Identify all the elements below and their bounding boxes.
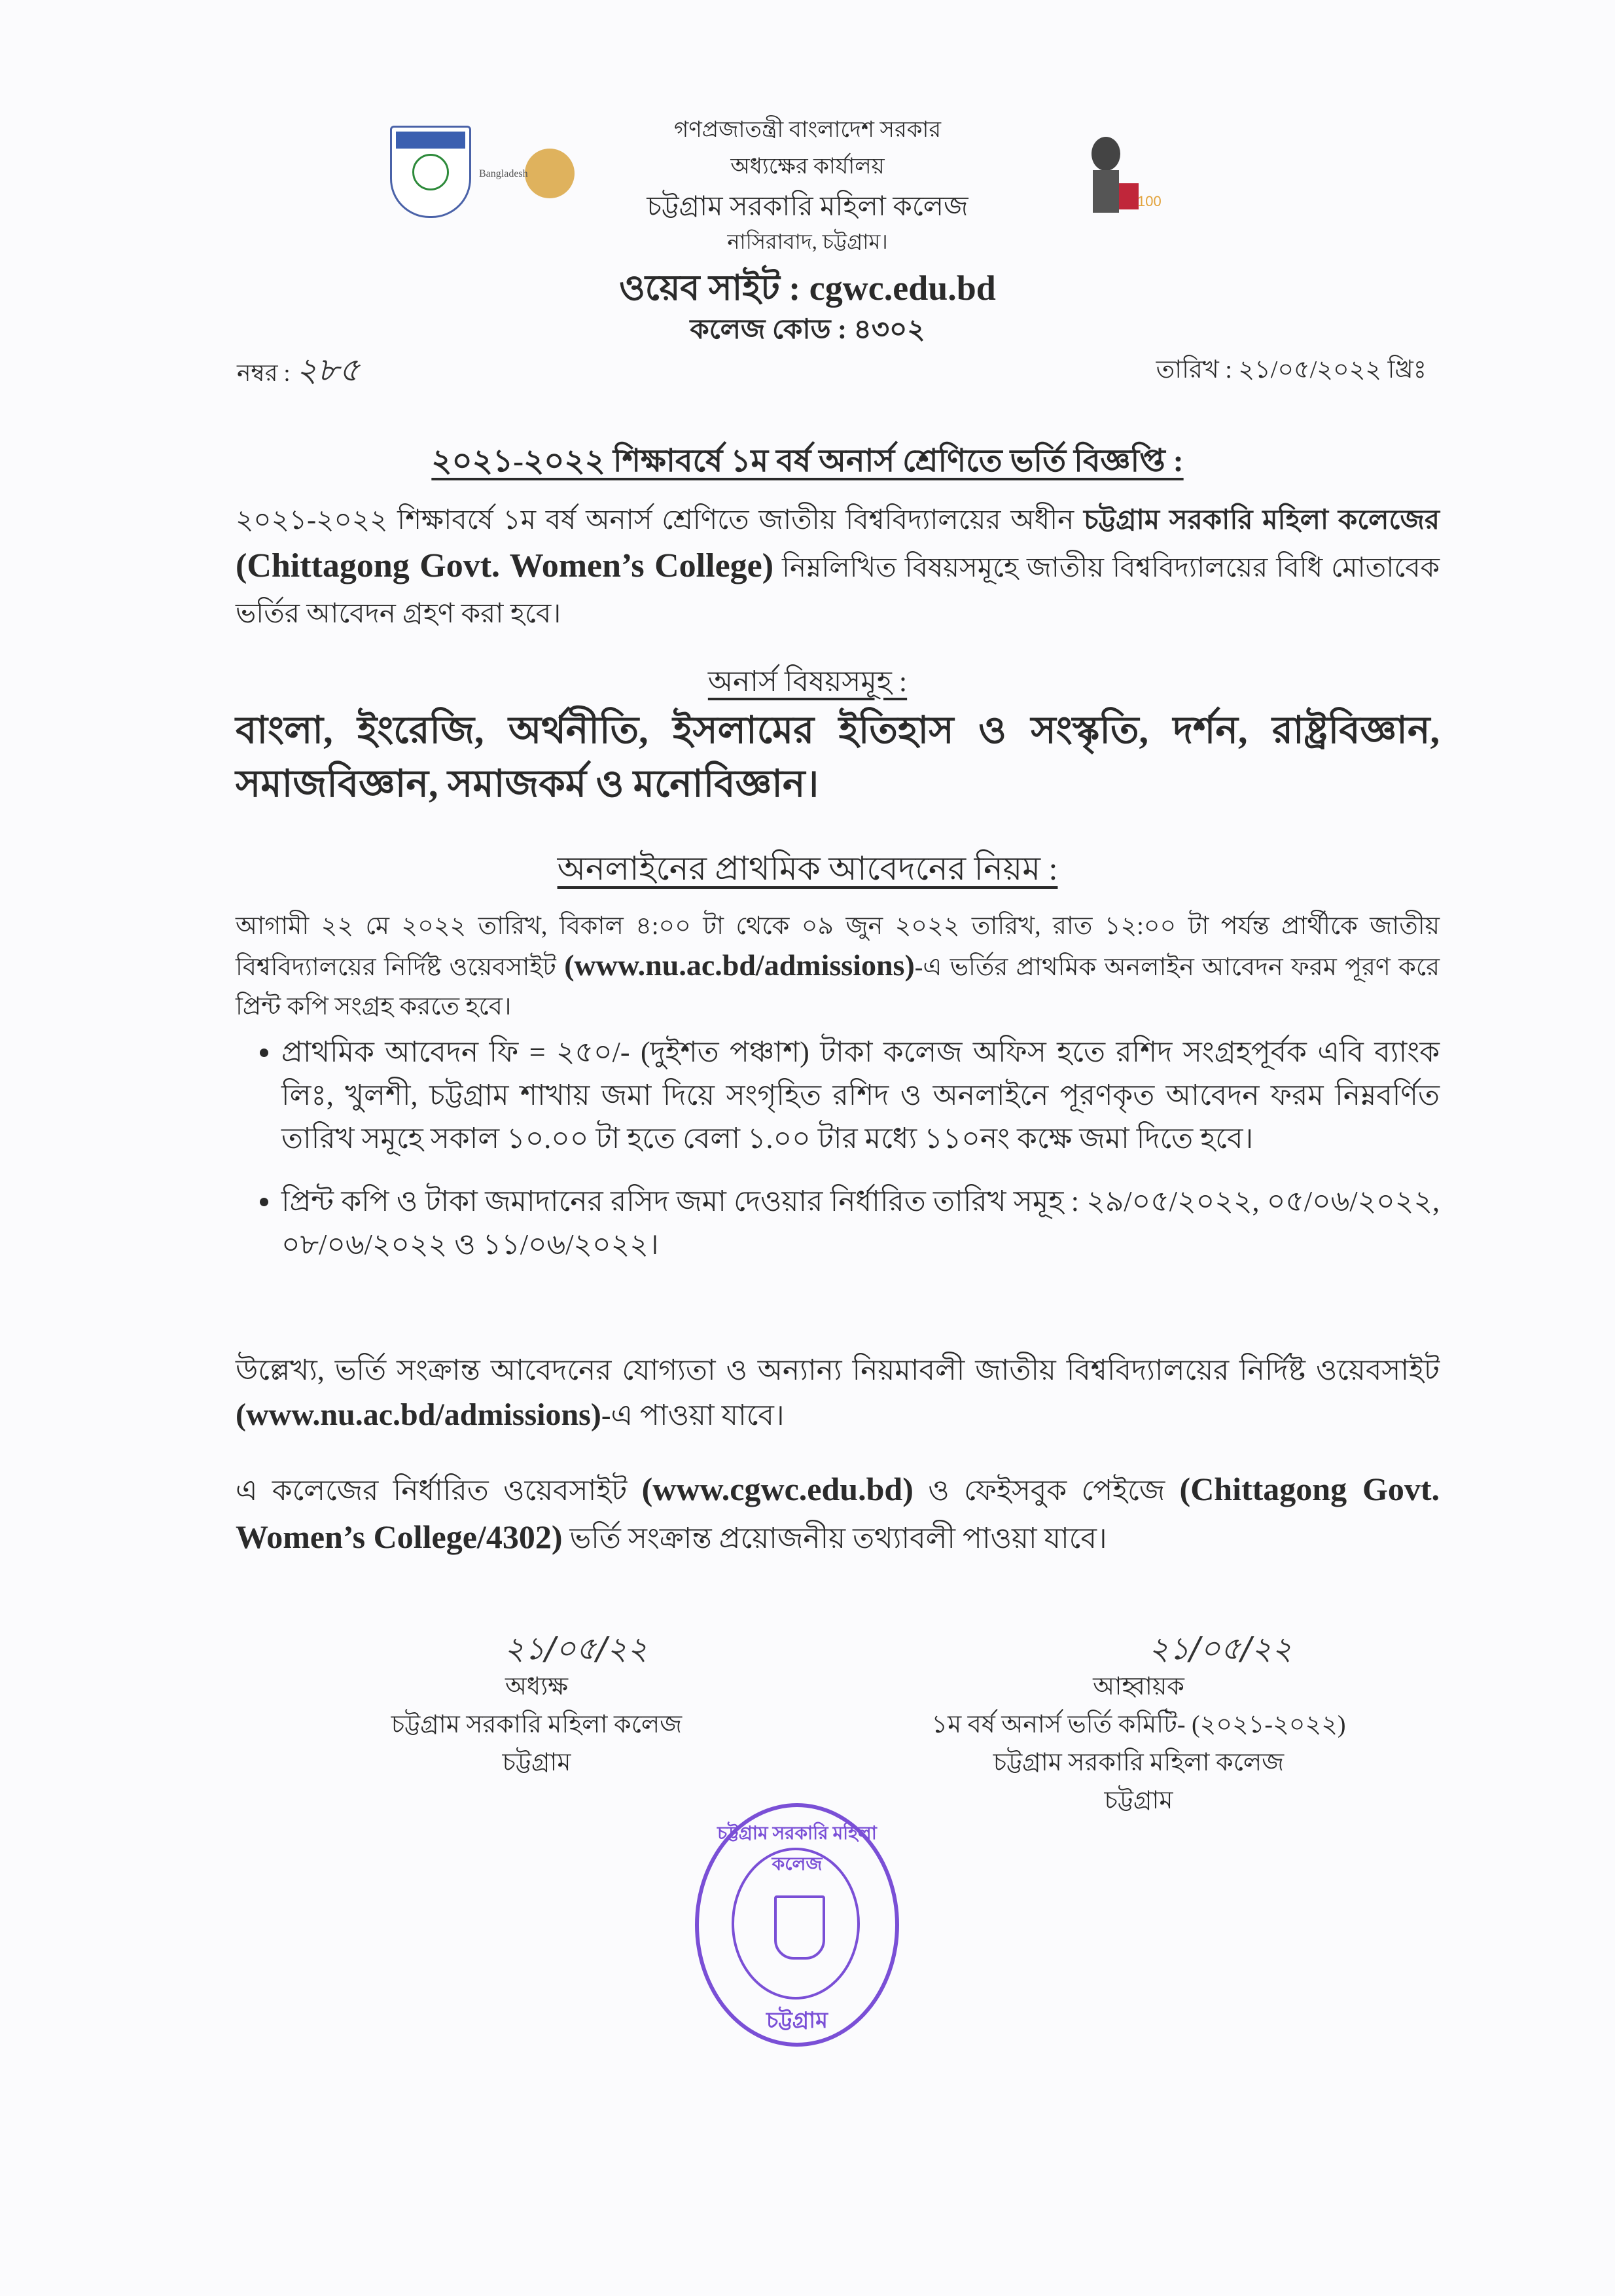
convener-title: আহ্বায়ক [1093, 1673, 1184, 1700]
subjects-heading: অনার্স বিষয়সমূহ : [707, 666, 908, 698]
memo-number [237, 346, 360, 400]
convener-signature: ২১/০৫/২২ [1148, 1630, 1292, 1667]
college-code: কলেজ কোড : ৪৩০২ [690, 315, 925, 345]
note1-text: উল্লেখ্য, ভর্তি সংক্রান্ত আবেদনের যোগ্যতা ও অন্যান্য নিয়মাবলী জাতীয় বিশ্ববিদ্যালয়ের নির্দিষ্ট ওয়েবসাইট [236, 1354, 1440, 1386]
online-heading: অনলাইনের প্রাথমিক আবেদনের নিয়ম : [557, 850, 1058, 887]
subjects-list: বাংলা, ইংরেজি, অর্থনীতি, ইসলামের ইতিহাস ও সংস্কৃতি, দর্শন, রাষ্ট্রবিজ্ঞান, সমাজবিজ্ঞান, সমাজকর্ম ও মনোবিজ্ঞান। [236, 709, 1440, 805]
facebook-page-name: (Chittagong Govt. Women’s College/4302) [236, 1471, 1440, 1555]
online-paragraph [236, 906, 1440, 1026]
logo-text: Bangladesh [479, 168, 528, 179]
intro-text-end: নিম্নলিখিত বিষয়সমূহে জাতীয় বিশ্ববিদ্যালয়ের বিধি মোতাবেক ভর্তির আবেদন গ্রহণ করা হবে। [236, 553, 1440, 629]
convener-signature-block [870, 1630, 1407, 1820]
website: ওয়েব সাইট : cgwc.edu.bd [619, 268, 996, 308]
nu-admission-link[interactable]: (www.nu.ac.bd/admissions) [564, 948, 915, 982]
instruction-item: • প্রিন্ট কপি ও টাকা জমাদানের রসিদ জমা দেওয়ার নির্ধারিত তারিখ সমূহ : ২৯/০৫/২০২২, ০৫/০৬/২০২২, ০৮/০৬/২০২২ ও ১১/০৬/২০২২। [281, 1180, 1440, 1266]
intro-college-en: (Chittagong Govt. Women’s College) [236, 547, 774, 584]
principal-title: অধ্যক্ষ [505, 1673, 568, 1700]
convener-committee: ১ম বর্ষ অনার্স ভর্তি কমিটি- (২০২১-২০২২) [931, 1711, 1346, 1738]
convener-city: চট্টগ্রাম [1104, 1787, 1173, 1814]
intro-paragraph [236, 497, 1440, 637]
memo-number-value: ২৮৫ [296, 351, 360, 389]
note-paragraph-2 [236, 1466, 1440, 1562]
office-title: অধ্যক্ষের কার্যালয় [730, 154, 885, 179]
notice-date: তারিখ : ২১/০৫/২০২২ খ্রিঃ [1156, 356, 1427, 384]
seal-top-text: চট্টগ্রাম সরকারি মহিলা কলেজ [717, 1823, 877, 1874]
note2-text: এ কলেজের নির্ধারিত ওয়েবসাইট [236, 1475, 642, 1507]
convener-org: চট্টগ্রাম সরকারি মহিলা কলেজ [993, 1749, 1285, 1776]
note1-text-end: -এ পাওয়া যাবে। [601, 1399, 785, 1431]
principal-signature: ২১/০৫/২২ [504, 1630, 648, 1667]
college-name: চট্টগ্রাম সরকারি মহিলা কলেজ [647, 192, 968, 222]
instructions-list [236, 1031, 1440, 1286]
principal-signature-block [366, 1630, 707, 1782]
college-seal [695, 1803, 899, 2047]
note2-text-mid: ও ফেইসবুক পেইজে [913, 1475, 1180, 1507]
svg-text:100: 100 [1137, 193, 1162, 209]
college-website-link[interactable]: (www.cgwc.edu.bd) [641, 1471, 914, 1507]
gov-title: গণপ্রজাতন্ত্রী বাংলাদেশ সরকার [673, 118, 942, 142]
college-address: নাসিরাবাদ, চট্টগ্রাম। [727, 230, 888, 253]
notice-title: ২০২১-২০২২ শিক্ষাবর্ষে ১ম বর্ষ অনার্স শ্রেণিতে ভর্তি বিজ্ঞপ্তি : [431, 444, 1184, 478]
seal-shield-icon [774, 1895, 825, 1960]
principal-city: চট্টগ্রাম [502, 1749, 571, 1776]
seal-bottom-text: চট্টগ্রাম [766, 2009, 828, 2033]
online-text: আগামী ২২ মে ২০২২ তারিখ, বিকাল ৪:০০ টা থেকে ০৯ জুন ২০২২ তারিখ, রাত ১২:০০ টা পর্যন্ত প্রার্থীকে জাতীয় বিশ্ববিদ্যালয়ের নির্দিষ্ট ওয়েবসাইট [236, 912, 1440, 981]
principal-org: চট্টগ্রাম সরকারি মহিলা কলেজ [391, 1711, 683, 1738]
note-paragraph-1 [236, 1348, 1440, 1438]
online-text-end: -এ ভর্তির প্রাথমিক অনলাইন আবেদন ফরম পূরণ করে প্রিন্ট কপি সংগ্রহ করতে হবে। [236, 954, 1440, 1020]
intro-college: চট্টগ্রাম সরকারি মহিলা কলেজের [1084, 505, 1440, 535]
nu-admission-link-2[interactable]: (www.nu.ac.bd/admissions) [236, 1397, 601, 1432]
instruction-item: • প্রাথমিক আবেদন ফি = ২৫০/- (দুইশত পঞ্চাশ) টাকা কলেজ অফিস হতে রশিদ সংগ্রহপূর্বক এবি ব্যাংক লিঃ, খুলশী, চট্টগ্রাম শাখায় জমা দিয়ে সংগৃহিত রশিদ ও অনলাইনে পূরণকৃত আবেদন ফরম নিম্নবর্ণিত তারিখ সমূহে সকাল ১০.০০ টা হতে বেলা ১.০০ টার মধ্যে ১১০নং কক্ষে জমা দিতে হবে। [281, 1031, 1440, 1160]
memo-number-label: নম্বর : [237, 360, 291, 386]
intro-text: ২০২১-২০২২ শিক্ষাবর্ষে ১ম বর্ষ অনার্স শ্রেণিতে জাতীয় বিশ্ববিদ্যালয়ের অধীন [236, 505, 1084, 535]
note2-text-end: ভর্তি সংক্রান্ত প্রয়োজনীয় তথ্যাবলী পাওয়া যাবে। [562, 1522, 1107, 1554]
